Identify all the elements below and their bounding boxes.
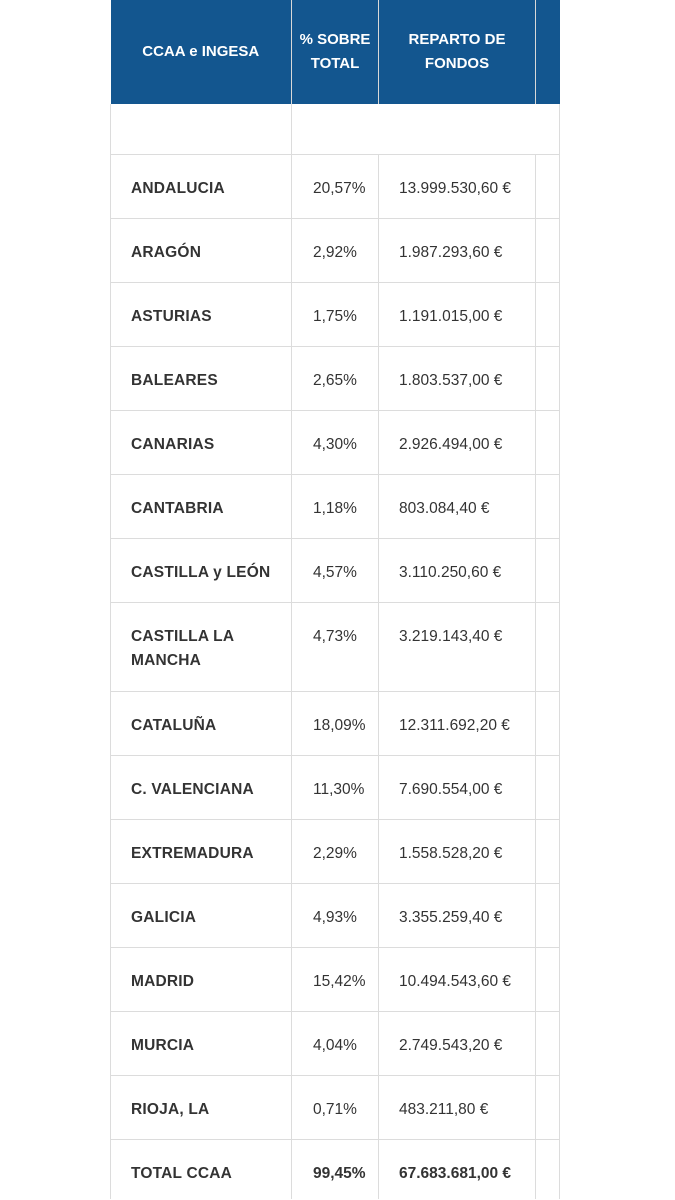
funds-cell: 3.355.259,40 € [379,883,536,947]
region-cell: MURCIA [111,1011,292,1075]
percent-cell: 1,75% [292,282,379,346]
funds-cell: 7.690.554,00 € [379,755,536,819]
table-row [111,755,560,819]
table-body [111,104,560,1199]
percent-cell: 1,18% [292,474,379,538]
region-cell: ANDALUCIA [111,154,292,218]
funds-cell: 10.494.543,60 € [379,947,536,1011]
table-row [111,474,560,538]
table-row [111,1075,560,1139]
extra-cell [536,538,560,602]
extra-cell [536,602,560,691]
table-row [111,154,560,218]
percent-cell: 4,04% [292,1011,379,1075]
table-row [111,819,560,883]
table-row [111,538,560,602]
total-region-cell: TOTAL CCAA [111,1139,292,1199]
percent-cell: 2,92% [292,218,379,282]
total-funds-cell: 67.683.681,00 € [379,1139,536,1199]
extra-cell [536,1011,560,1075]
region-cell: ARAGÓN [111,218,292,282]
total-extra-cell [536,1139,560,1199]
funds-cell: 1.558.528,20 € [379,819,536,883]
region-cell: CANARIAS [111,410,292,474]
extra-cell [536,819,560,883]
percent-cell: 11,30% [292,755,379,819]
percent-cell: 4,73% [292,602,379,691]
region-cell: CASTILLA LA MANCHA [111,602,292,691]
funds-cell: 1.803.537,00 € [379,346,536,410]
percent-cell: 4,30% [292,410,379,474]
percent-cell: 4,93% [292,883,379,947]
extra-cell [536,947,560,1011]
percent-cell: 15,42% [292,947,379,1011]
table-row [111,218,560,282]
extra-cell [536,474,560,538]
region-cell: BALEARES [111,346,292,410]
funds-cell: 2.749.543,20 € [379,1011,536,1075]
table-row [111,883,560,947]
funds-cell: 3.110.250,60 € [379,538,536,602]
percent-cell: 4,57% [292,538,379,602]
region-cell: EXTREMADURA [111,819,292,883]
spacer-cell-left [111,104,292,154]
funds-cell: 12.311.692,20 € [379,691,536,755]
table-row [111,691,560,755]
table-row [111,947,560,1011]
extra-cell [536,282,560,346]
funds-cell: 13.999.530,60 € [379,154,536,218]
spacer-row [111,104,560,154]
extra-cell [536,218,560,282]
extra-cell [536,1075,560,1139]
funds-cell: 2.926.494,00 € [379,410,536,474]
region-cell: C. VALENCIANA [111,755,292,819]
total-percent-cell: 99,45% [292,1139,379,1199]
funds-cell: 1.987.293,60 € [379,218,536,282]
extra-cell [536,755,560,819]
header-region: CCAA e INGESA [111,0,292,104]
extra-cell [536,883,560,947]
funds-cell: 3.219.143,40 € [379,602,536,691]
funds-cell: 1.191.015,00 € [379,282,536,346]
extra-cell [536,154,560,218]
table-header-row [111,0,560,104]
table-row [111,282,560,346]
table-row [111,346,560,410]
table-row [111,602,560,691]
funds-cell: 803.084,40 € [379,474,536,538]
table-row [111,1011,560,1075]
region-cell: RIOJA, LA [111,1075,292,1139]
header-percent: % SOBRE TOTAL [292,0,379,104]
extra-cell [536,346,560,410]
percent-cell: 2,65% [292,346,379,410]
percent-cell: 20,57% [292,154,379,218]
region-cell: CASTILLA y LEÓN [111,538,292,602]
total-row [111,1139,560,1199]
region-cell: MADRID [111,947,292,1011]
funds-distribution-table [110,0,560,1199]
extra-cell [536,410,560,474]
table-row [111,410,560,474]
percent-cell: 0,71% [292,1075,379,1139]
region-cell: ASTURIAS [111,282,292,346]
region-cell: GALICIA [111,883,292,947]
spacer-cell-right [292,104,560,154]
percent-cell: 18,09% [292,691,379,755]
region-cell: CANTABRIA [111,474,292,538]
funds-cell: 483.211,80 € [379,1075,536,1139]
extra-cell [536,691,560,755]
header-funds: REPARTO DE FONDOS [379,0,536,104]
header-extra [536,0,560,104]
region-cell: CATALUÑA [111,691,292,755]
percent-cell: 2,29% [292,819,379,883]
